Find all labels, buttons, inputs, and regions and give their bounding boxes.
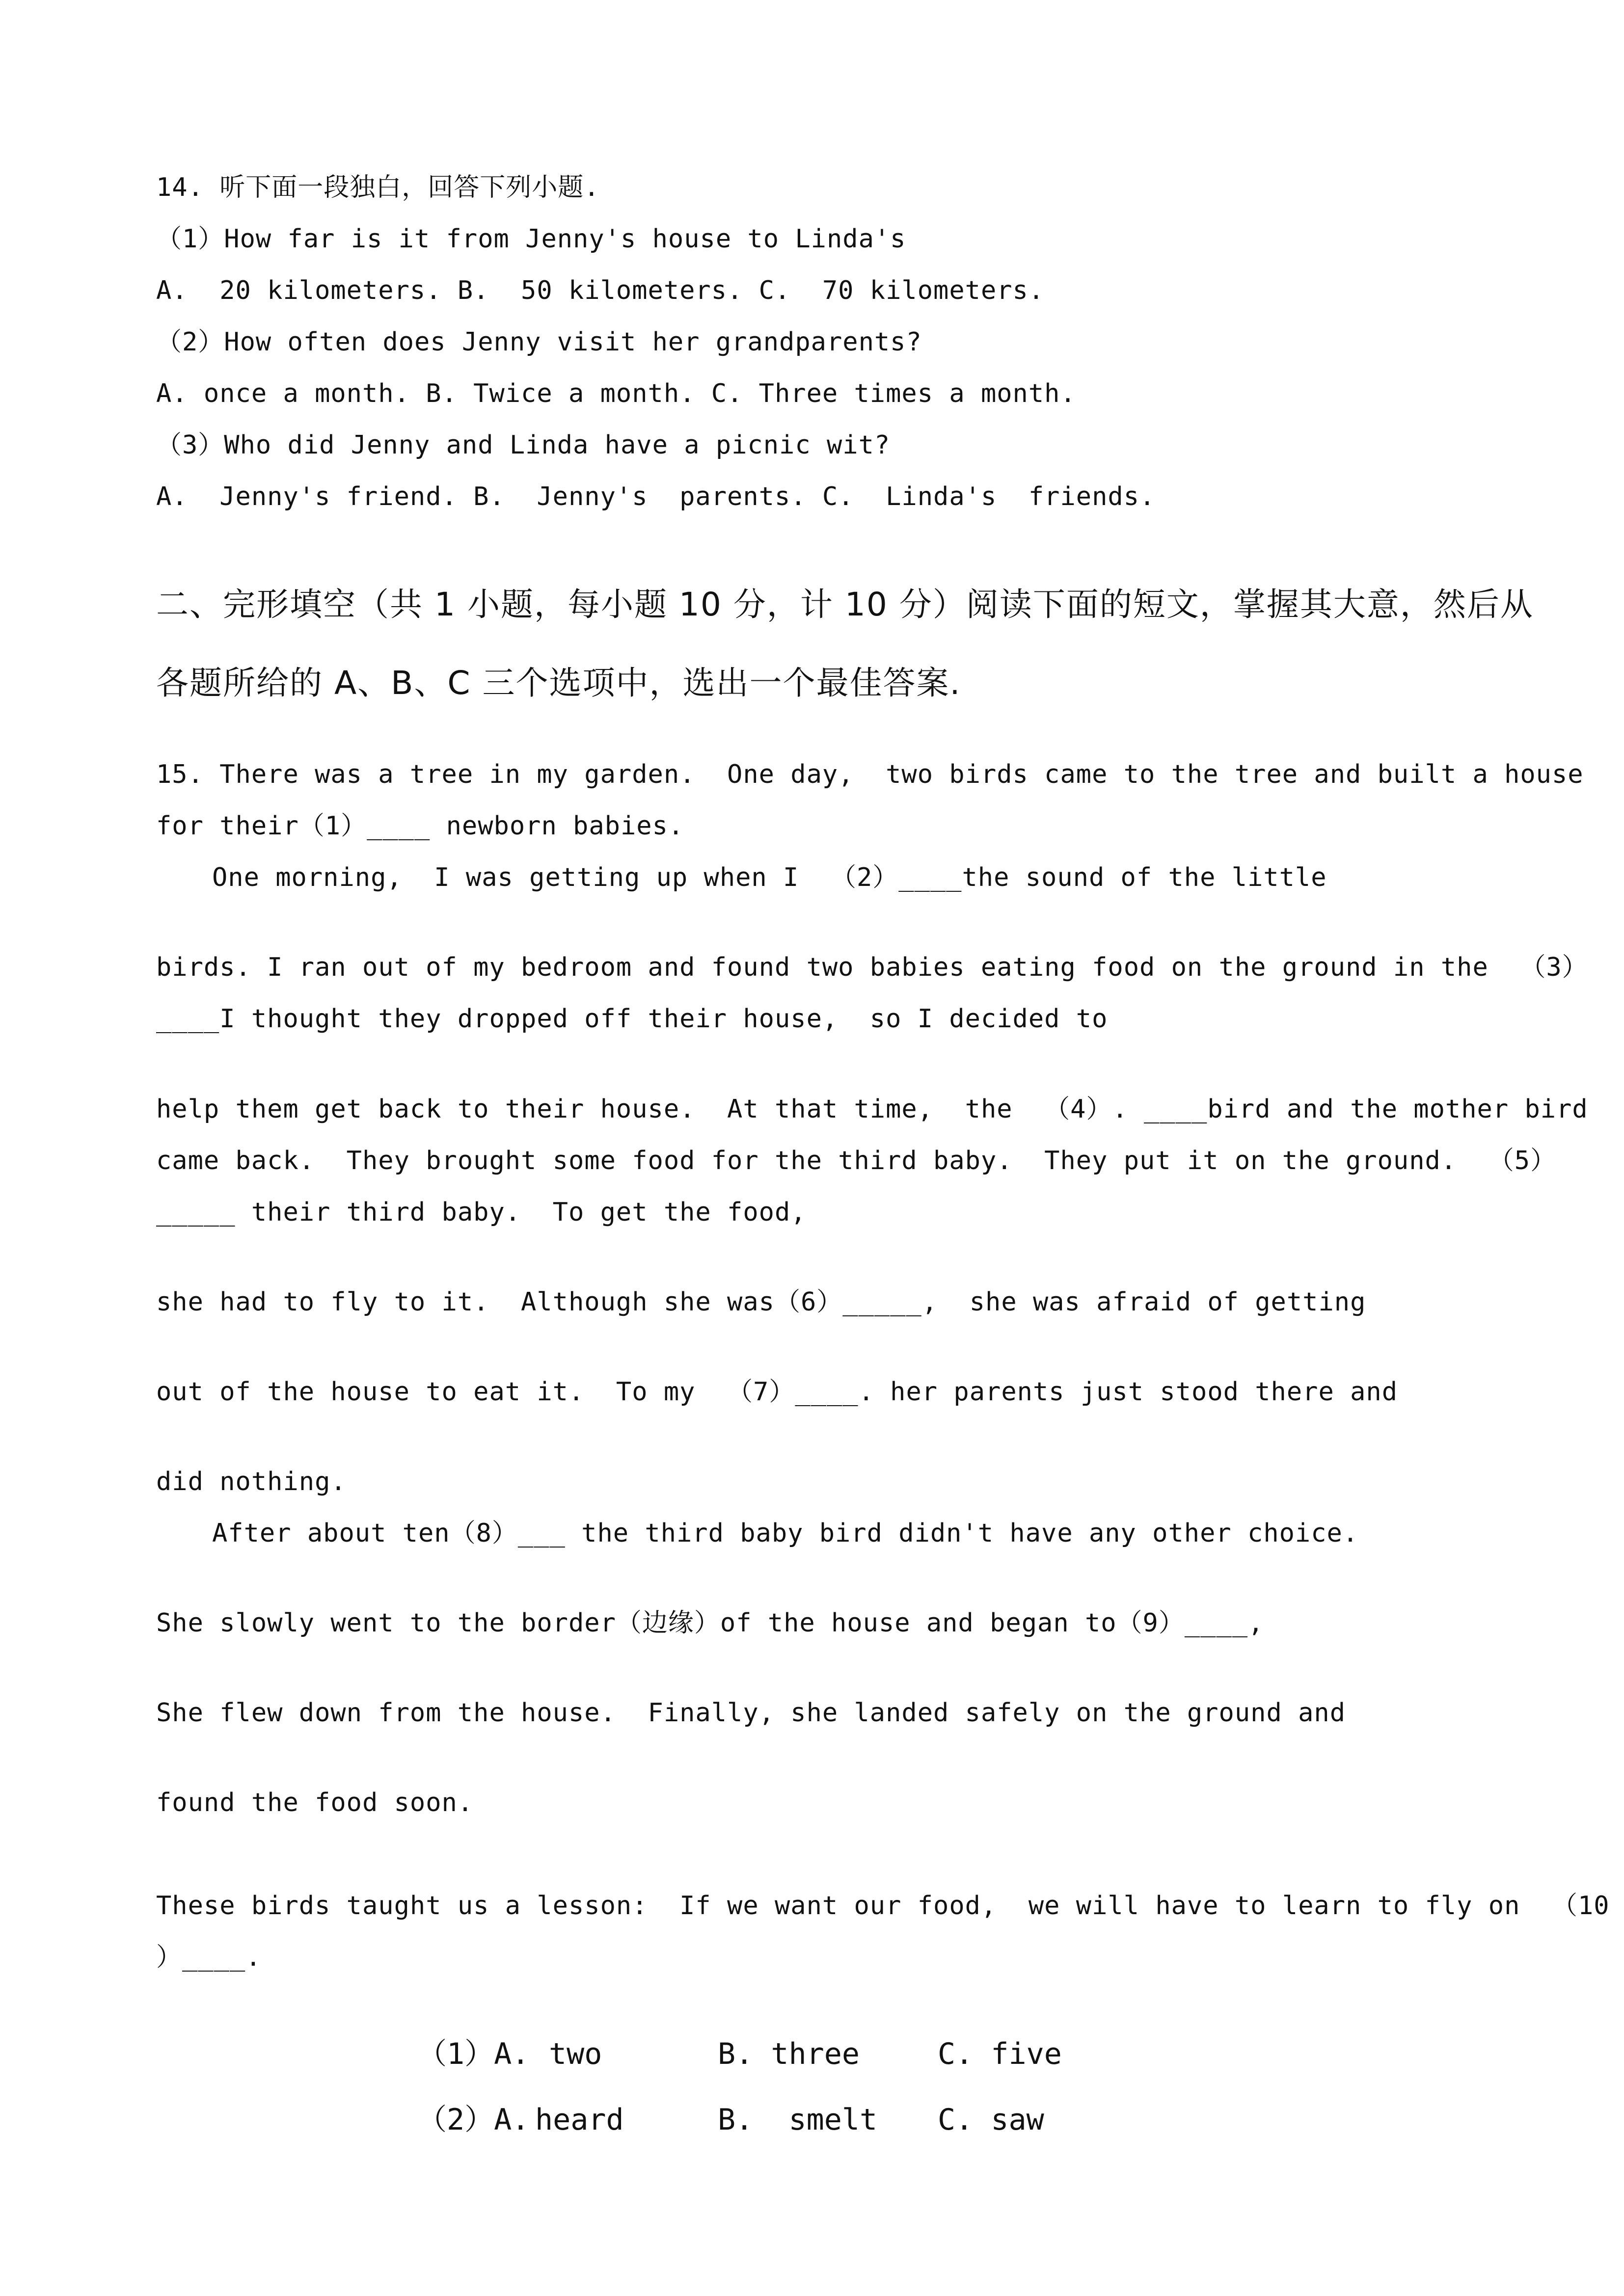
q15-line-1: 15. There was a tree in my garden. One day, two birds came to the tree and built a house [156, 760, 1584, 789]
option-2-b: B. smelt [718, 2103, 878, 2137]
section2-heading-line2: 各题所给的 A、B、C 三个选项中，选出一个最佳答案. [156, 664, 961, 702]
option-1-number: （1）A. [417, 2037, 530, 2071]
option-2-c: C. saw [938, 2103, 1044, 2137]
q14-title: 14. 听下面一段独白，回答下列小题. [156, 173, 600, 202]
q15-line-7: came back. They brought some food for the third baby. They put it on the ground. （5） [156, 1146, 1557, 1175]
q14-2-question: （2）How often does Jenny visit her grandparents? [156, 327, 922, 357]
section2-heading-line1: 二、完形填空（共 1 小题，每小题 10 分，计 10 分）阅读下面的短文，掌握其大意，然后从 [156, 586, 1534, 623]
option-2-a: heard [535, 2103, 624, 2137]
option-2-number: （2）A. [417, 2103, 530, 2137]
q15-line-16: These birds taught us a lesson: If we want our food, we will have to learn to fly on （10 [156, 1891, 1610, 1921]
q14-3-question: （3）Who did Jenny and Linda have a picnic wit? [156, 430, 891, 460]
q15-line-10: out of the house to eat it. To my （7）____. her parents just stood there and [156, 1377, 1398, 1407]
q15-line-8: _____ their third baby. To get the food, [156, 1198, 807, 1227]
q14-1-question: （1）How far is it from Jenny's house to Linda's [156, 224, 906, 254]
option-1-c: C. five [938, 2037, 1062, 2071]
q14-2-options: A. once a month. B. Twice a month. C. Three times a month. [156, 379, 1076, 408]
q15-line-5: ____I thought they dropped off their house, so I decided to [156, 1004, 1108, 1034]
q15-line-3: One morning, I was getting up when I （2）____the sound of the little [212, 863, 1327, 892]
q15-line-12: After about ten（8）___ the third baby bird didn't have any other choice. [212, 1519, 1359, 1548]
q15-line-17: ）____. [156, 1943, 262, 1972]
option-1-b: B. three [718, 2037, 860, 2071]
q15-line-15: found the food soon. [156, 1788, 474, 1817]
q15-line-6: help them get back to their house. At that time, the （4）. ____bird and the mother bird [156, 1095, 1588, 1124]
q15-line-13: She slowly went to the border（边缘）of the house and began to（9）____, [156, 1608, 1264, 1638]
q15-line-2: for their（1）____ newborn babies. [156, 811, 684, 841]
q14-3-options: A. Jenny's friend. B. Jenny's parents. C. Linda's friends. [156, 482, 1156, 511]
q15-line-4: birds. I ran out of my bedroom and found two babies eating food on the ground in the （3） [156, 953, 1588, 982]
option-1-a: two [549, 2037, 602, 2071]
q14-1-options: A. 20 kilometers. B. 50 kilometers. C. 70 kilometers. [156, 276, 1045, 305]
q15-line-9: she had to fly to it. Although she was（6）_____, she was afraid of getting [156, 1287, 1366, 1317]
q15-line-14: She flew down from the house. Finally, she landed safely on the ground and [156, 1698, 1346, 1728]
q15-line-11: did nothing. [156, 1467, 347, 1496]
